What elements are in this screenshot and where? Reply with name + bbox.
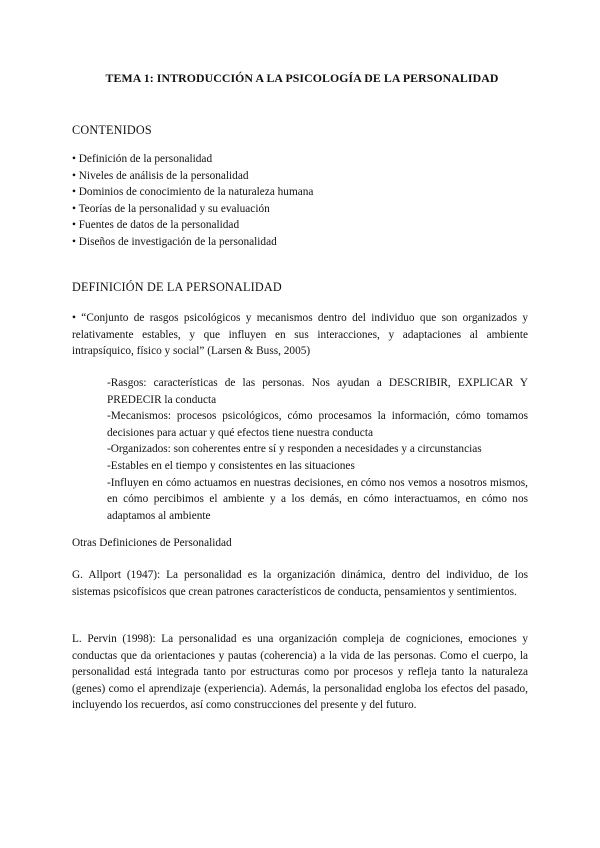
list-item: • Diseños de investigación de la personalidad [72, 235, 277, 248]
list-item: • Teorías de la personalidad y su evaluación [72, 202, 270, 215]
pervin-definition: L. Pervin (1998): La personalidad es una organización compleja de cogniciones, emociones y conductas que da orientaciones y pautas (coherencia) a la vida de las personas. Como el cuerpo, la personalidad está integrada tanto por estructuras como por procesos y refleja tanto la naturaleza (genes) como el aprendizaje (experiencia). Además, la personalidad engloba los efectos del pasado, incluyendo los recuerdos, así como construcciones del presente y del futuro. [72, 633, 528, 712]
point-mecanismos: -Mecanismos: procesos psicológicos, cómo procesamos la información, cómo tomamos decisiones para actuar y qué efectos tiene nuestra conducta [107, 410, 528, 439]
list-item: • Fuentes de datos de la personalidad [72, 219, 240, 232]
point-organizados: -Organizados: son coherentes entre sí y responden a necesidades y a circunstancias [107, 443, 482, 456]
point-estables: -Estables en el tiempo y consistentes en las situaciones [107, 459, 355, 472]
contents-heading: CONTENIDOS [72, 123, 152, 137]
allport-definition: G. Allport (1947): La personalidad es la organización dinámica, dentro del individuo, de los sistemas psicofísicos que crean patrones característicos de conducta, pensamientos y sentimientos. [72, 569, 528, 598]
other-definitions-heading: Otras Definiciones de Personalidad [72, 537, 232, 549]
definition-points [107, 375, 528, 524]
list-item: • Definición de la personalidad [72, 153, 213, 165]
list-item: • Dominios de conocimiento de la naturaleza humana [72, 186, 314, 199]
contents-list [72, 151, 313, 251]
document-title: TEMA 1: INTRODUCCIÓN A LA PSICOLOGÍA DE LA PERSONALIDAD [105, 71, 499, 85]
definition-heading: DEFINICIÓN DE LA PERSONALIDAD [72, 280, 282, 294]
list-item: • Niveles de análisis de la personalidad [72, 169, 249, 182]
definition-quote: • “Conjunto de rasgos psicológicos y mecanismos dentro del individuo que son organizados y relativamente estables, y que influyen en sus interacciones, y adaptaciones al ambiente intrapsíquico, físico y social” (Larsen & Buss, 2005) [72, 312, 528, 358]
point-influyen: -Influyen en cómo actuamos en nuestras decisiones, en cómo nos vemos a nosotros mismos, en cómo percibimos el ambiente y a los demás, en cómo interactuamos, en cómo nos adaptamos al ambiente [107, 476, 528, 522]
point-rasgos: -Rasgos: características de las personas. Nos ayudan a DESCRIBIR, EXPLICAR Y PREDECIR la conducta [107, 377, 528, 406]
